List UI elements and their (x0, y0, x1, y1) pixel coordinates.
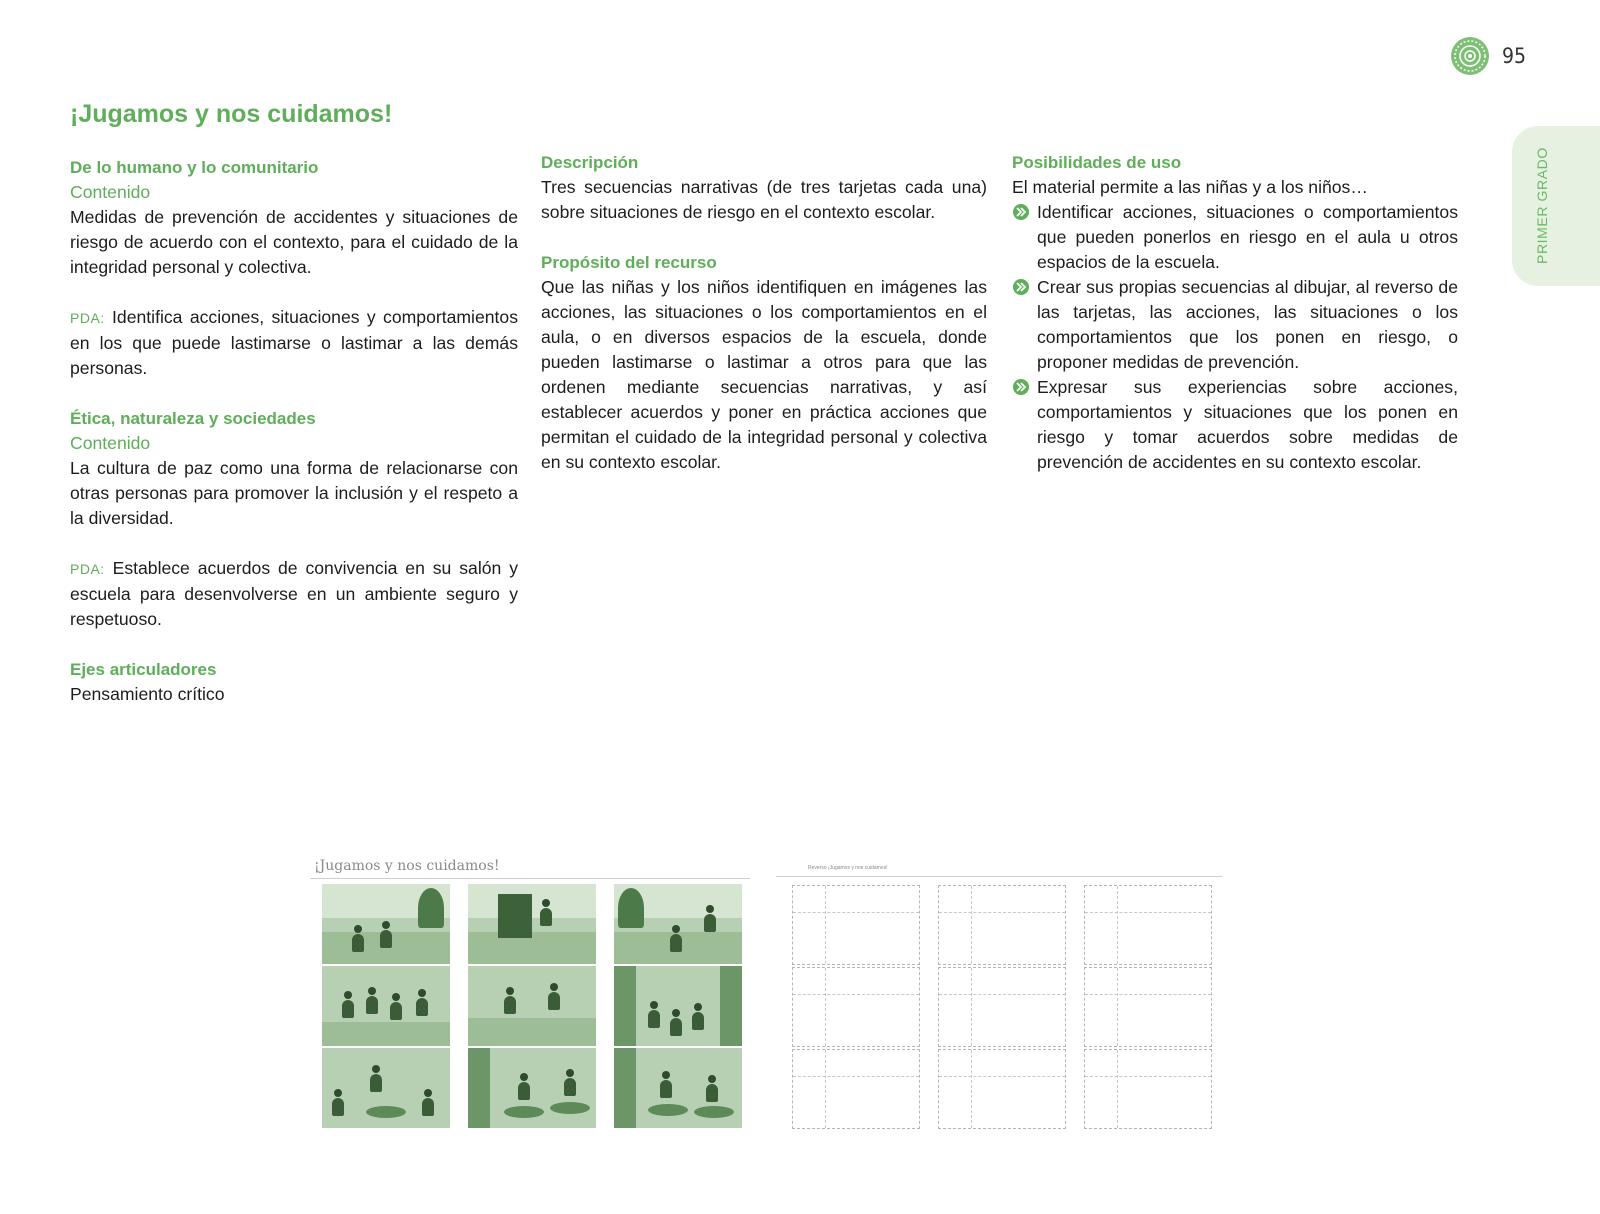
list-item (1012, 275, 1458, 375)
pda-label: PDA: (70, 561, 105, 577)
section-heading: Ejes articuladores (70, 660, 217, 679)
chevron-right-icon (1012, 278, 1030, 296)
section-subheading: Contenido (70, 433, 151, 453)
list-item (1012, 375, 1458, 475)
divider (310, 878, 750, 879)
description-text: Tres secuencias narrativas (de tres tarjetas cada una) sobre situaciones de riesgo en el contexto escolar. (541, 177, 987, 222)
spiral-logo-icon (1450, 36, 1490, 76)
card-illustration (468, 966, 596, 1046)
pda-text: Identifica acciones, situaciones y comportamientos en los que puede lastimarse o lastimar a las demás personas. (70, 307, 518, 378)
thumbnail-title: ¡Jugamos y nos cuidamos! (314, 858, 500, 874)
card-illustration (468, 1048, 596, 1128)
pda-paragraph (70, 556, 518, 632)
pda-paragraph (70, 305, 518, 381)
section-heading: De lo humano y lo comunitario (70, 158, 319, 177)
card-illustration (322, 1048, 450, 1128)
section-heading: Posibilidades de uso (1012, 153, 1182, 172)
section-heading: Propósito del recurso (541, 253, 717, 272)
pda-label: PDA: (70, 310, 105, 326)
content-text: Medidas de prevención de accidentes y situaciones de riesgo de acuerdo con el contexto, para el cuidado de la integridad personal y colectiva. (70, 207, 518, 277)
intro-text: El material permite a las niñas y a los niños… (1012, 177, 1368, 197)
template-column (938, 877, 1066, 1131)
cards-back-preview (792, 877, 1212, 1131)
card-illustration (614, 966, 742, 1046)
list-item (1012, 200, 1458, 275)
card-illustration (614, 1048, 742, 1128)
card-illustration (322, 884, 450, 964)
card-sequence-1 (322, 884, 450, 1130)
column-uses (1012, 150, 1458, 475)
chevron-right-icon (1012, 378, 1030, 396)
list-item-text: Crear sus propias secuencias al dibujar, al reverso de las tarjetas, las acciones, las situaciones o los comportamientos que los ponen en riesgo, o proponer medidas de prevención. (1037, 277, 1458, 372)
card-illustration (322, 966, 450, 1046)
page-number: 95 (1502, 44, 1527, 68)
list-item-text: Identificar acciones, situaciones o comportamientos que pueden ponerlos en riesgo en el aula u otros espacios de la escuela. (1037, 202, 1458, 272)
chevron-right-icon (1012, 203, 1030, 221)
card-illustration (468, 884, 596, 964)
template-column (1084, 877, 1212, 1131)
page-title: ¡Jugamos y nos cuidamos! (70, 100, 393, 128)
card-illustration (614, 884, 742, 964)
pda-text: Establece acuerdos de convivencia en su salón y escuela para desenvolverse en un ambiente seguro y respetuoso. (70, 558, 518, 629)
section-heading: Descripción (541, 153, 639, 172)
card-sequence-3 (614, 884, 742, 1130)
template-header: Reverso ¡Jugamos y nos cuidamos! (808, 865, 888, 871)
content-text: La cultura de paz como una forma de relacionarse con otras personas para promover la inclusión y el respeto a la diversidad. (70, 458, 518, 528)
column-curriculum (70, 155, 518, 707)
section-heading: Ética, naturaleza y sociedades (70, 409, 316, 428)
template-column (792, 877, 920, 1131)
content-text: Pensamiento crítico (70, 684, 225, 704)
section-subheading: Contenido (70, 182, 151, 202)
list-item-text: Expresar sus experiencias sobre acciones, comportamientos y situaciones que los ponen en riesgo y tomar acuerdos sobre medidas de prevención de accidentes en su contexto escolar. (1037, 377, 1458, 472)
column-description (541, 150, 987, 475)
cards-front-preview (322, 884, 742, 1130)
side-tab-label: PRIMER GRADO (1534, 147, 1550, 265)
card-sequence-2 (468, 884, 596, 1130)
purpose-text: Que las niñas y los niños identifiquen en imágenes las acciones, las situaciones o los comportamientos en el aula, o en diversos espacios de la escuela, donde pueden lastimarse o lastimar a otros para que las ordenen mediante secuencias narrativas, y así establecer acuerdos y poner en práctica acciones que permitan el cuidado de la integridad personal y colectiva en su contexto escolar. (541, 277, 987, 472)
